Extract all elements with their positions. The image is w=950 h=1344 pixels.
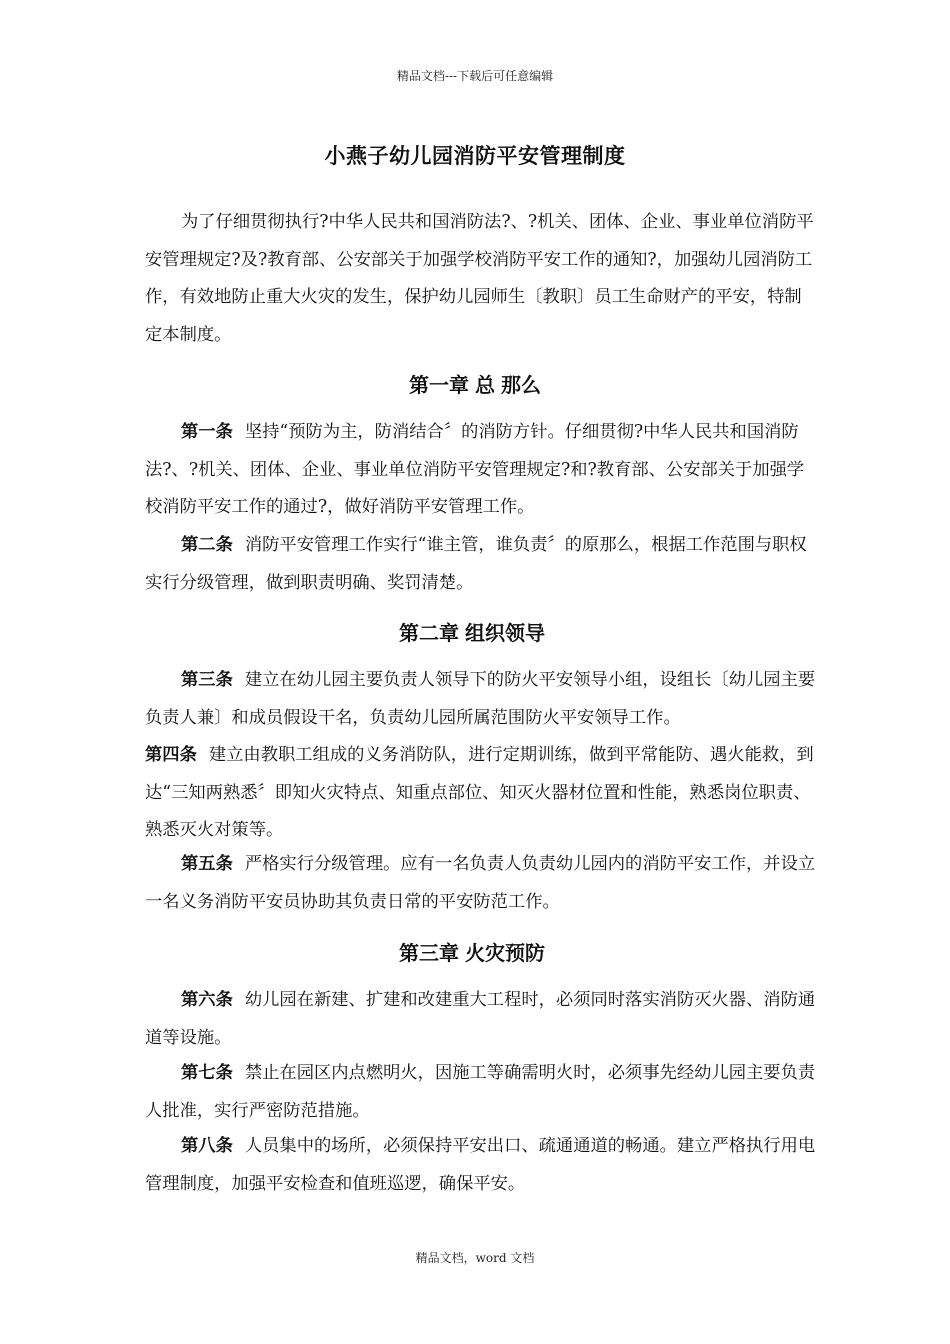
- chapter-3-name: 火灾预防: [465, 941, 545, 965]
- chapter-3-heading: [0, 937, 950, 966]
- article-7-text: 禁止在园区内点燃明火，因施工等确需明火时，必须事先经幼儿园主要负责人批准，实行严密防范措施。: [145, 1063, 816, 1121]
- article-5-label: 第五条: [181, 854, 233, 874]
- article-3-label: 第三条: [181, 670, 233, 690]
- article-5-text: 严格实行分级管理。应有一名负责人负责幼儿园内的消防平安工作，并设立一名义务消防平安员协助其负责日常的平安防范工作。: [145, 854, 816, 912]
- article-2-label: 第二条: [181, 535, 233, 555]
- intro-paragraph: 为了仔细贯彻执行?中华人民共和国消防法?、?机关、团体、企业、事业单位消防平安管理规定?及?教育部、公安部关于加强学校消防平安工作的通知?，加强幼儿园消防工作，有效地防止重大火灾的发生，保护幼儿园师生〔教职〕员工生命财产的平安，特制定本制度。: [145, 212, 814, 345]
- article-2-text: 消防平安管理工作实行“谁主管，谁负责〞的原那么，根据工作范围与职权实行分级管理，做到职责明确、奖罚清楚。: [145, 535, 807, 593]
- article-1: [145, 414, 817, 527]
- chapter-2-name: 组织领导: [465, 621, 545, 645]
- article-1-label: 第一条: [181, 422, 233, 442]
- article-3: [145, 662, 817, 737]
- chapter-1-name-b: 那么: [501, 373, 541, 397]
- article-6-label: 第六条: [181, 990, 233, 1010]
- article-4-text: 建立由教职工组成的义务消防队，进行定期训练，做到平常能防、遇火能救，到达“三知两熟悉〞即知火灾特点、知重点部位、知灭火器材位置和性能，熟悉岗位职责、熟悉灭火对策等。: [145, 745, 814, 840]
- article-5: [145, 846, 817, 921]
- page-header: 精品文档---下载后可任意编辑: [396, 69, 554, 83]
- article-7: [145, 1055, 817, 1130]
- chapter-1-name-a: 总: [475, 373, 495, 397]
- article-4: [145, 737, 817, 850]
- article-8: [145, 1128, 817, 1203]
- article-3-text: 建立在幼儿园主要负责人领导下的防火平安领导小组，设组长〔幼儿园主要负责人兼〕和成员假设干名，负责幼儿园所属范围防火平安领导工作。: [145, 670, 816, 728]
- article-8-text: 人员集中的场所，必须保持平安出口、疏通通道的畅通。建立严格执行用电管理制度，加强平安检查和值班巡逻，确保平安。: [145, 1136, 816, 1194]
- article-4-label: 第四条: [145, 745, 197, 765]
- chapter-2-label: 第二章: [399, 621, 459, 645]
- article-8-label: 第八条: [181, 1136, 233, 1156]
- page-footer: 精品文档，word 文档: [415, 1251, 535, 1265]
- article-6-text: 幼儿园在新建、扩建和改建重大工程时，必须同时落实消防灭火器、消防通道等设施。: [145, 990, 816, 1048]
- article-6: [145, 982, 817, 1057]
- chapter-1-label: 第一章: [409, 373, 469, 397]
- chapter-1-heading: [0, 369, 950, 398]
- article-2: [145, 527, 817, 602]
- document-title: 小燕子幼儿园消防平安管理制度: [324, 143, 626, 168]
- chapter-2-heading: [0, 617, 950, 646]
- article-7-label: 第七条: [181, 1063, 233, 1083]
- chapter-3-label: 第三章: [399, 941, 459, 965]
- article-1-text: 坚持“预防为主，防消结合〞的消防方针。仔细贯彻?中华人民共和国消防法?、?机关、团体、企业、事业单位消防平安管理规定?和?教育部、公安部关于加强学校消防平安工作的通过?，做好消防平安管理工作。: [145, 422, 805, 517]
